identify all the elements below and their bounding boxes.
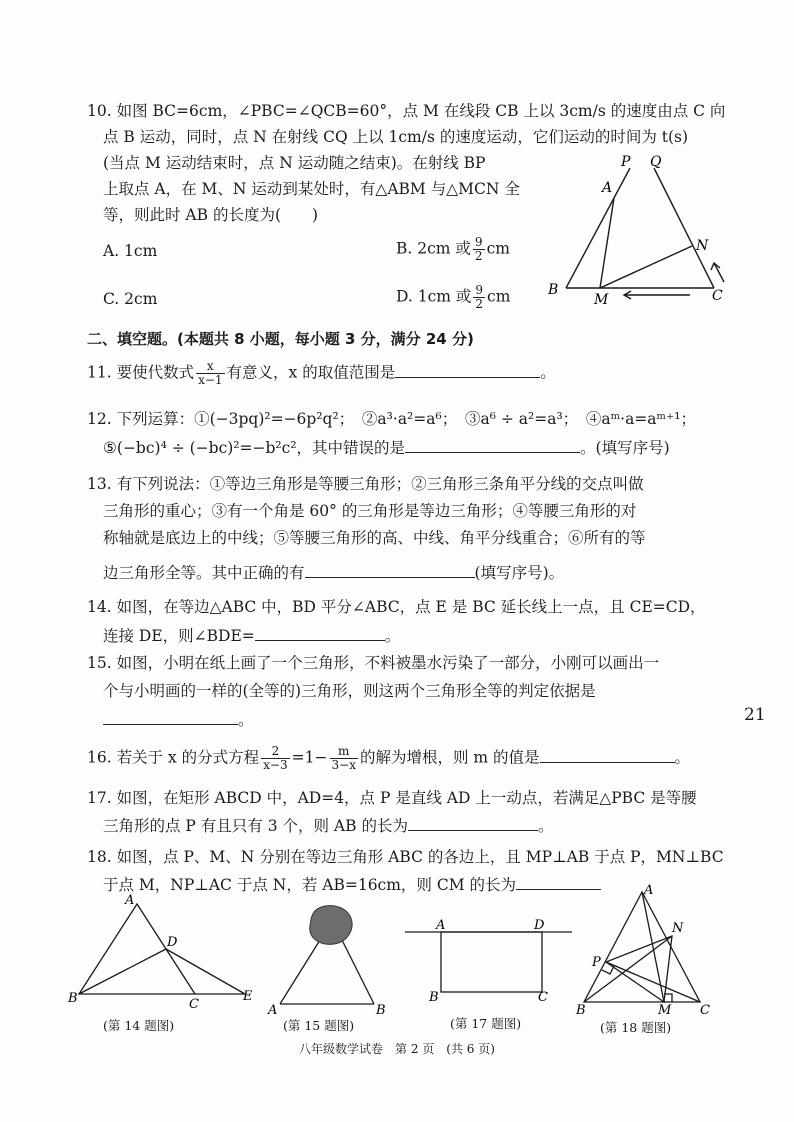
q13-line-3: 称轴就是底边上的中线；⑤等腰三角形的高、中线、角平分线重合；⑥所有的等 [103,529,646,547]
fig17-label-a: A [436,918,446,933]
fig15-label-b: B [376,1003,386,1018]
fig14-label-a: A [125,893,135,908]
q17-line-2: 三角形的点 P 有且只有 3 个，则 AB 的长为 。 [103,814,553,837]
q10-line-5: 等，则此时 AB 的长度为( ) [103,206,319,224]
label-a: A [602,180,613,196]
q10-line-2: 点 B 运动，同时，点 N 在射线 CQ 上以 1cm/s 的速度运动，它们运动的时间为 t(s) [103,128,689,146]
q13-answer-blank[interactable] [305,561,475,578]
figure-18-caption: (第 18 题图) [600,1020,672,1035]
ink-blot-icon [310,906,352,945]
q11-fraction: $\frac{x}{x-1}$ [198,359,223,387]
q14-answer-blank[interactable] [255,624,385,641]
figure-15-caption: (第 15 题图) [283,1018,355,1033]
fig17-label-c: C [538,990,548,1005]
label-p: P [621,154,631,170]
q15-line-3: 。 [103,708,254,731]
fig17-label-b: B [429,990,439,1005]
q10-option-b: B. 2cm 或 $\frac{9}{2}$ cm [396,235,510,263]
q10-line-1: 10. 如图 BC=6cm，∠PBC=∠QCB=60°，点 M 在线段 CB 上以 3cm/s 的速度由点 C 向 [87,102,726,120]
fig14-label-b: B [68,991,78,1006]
fig18-label-c: C [700,1003,710,1018]
q17-line-1: 17. 如图，在矩形 ABCD 中，AD=4，点 P 是直线 AD 上一动点，若满足△PBC 是等腰 [87,789,697,807]
fig17-label-d: D [534,918,545,933]
fig18-label-m: M [658,1003,672,1018]
fig18-label-p: P [592,955,601,970]
figure-17 [400,915,580,1010]
q15-answer-blank[interactable] [103,708,238,725]
q13-line-4: 边三角形全等。其中正确的有 (填写序号)。 [103,561,564,584]
motion-arrow-n [714,263,724,282]
label-n: N [696,238,709,254]
q10-option-d-label: D. 1cm 或 [396,287,472,306]
label-b: B [548,282,559,298]
q16-fraction-1: $\frac{2}{x-3}$ [263,744,288,772]
fraction-nine-halves-d: $\frac{9}{2}$ [475,283,484,311]
section-two-heading: 二、填空题。(本题共 8 小题，每小题 3 分，满分 24 分) [87,330,474,348]
q11-answer-blank[interactable] [395,361,540,378]
q12-line-2: ⑤(−bc)⁴ ÷ (−bc)²=−b²c²，其中错误的是 。(填写序号) [103,436,670,459]
fig18-label-b: B [576,1003,586,1018]
q10-figure [540,150,740,310]
q11: 11. 要使代数式 $\frac{x}{x-1}$ 有意义，x 的取值范围是 。 [87,359,556,387]
label-c: C [712,288,723,304]
fraction-nine-halves-b: $\frac{9}{2}$ [474,235,483,263]
q12-line-1: 12. 下列运算：①(−3pq)²=−6p²q²； ②a³·a²=a⁶； ③a⁶ ÷ a²=a³； ④aᵐ·a=aᵐ⁺¹； [87,410,696,428]
fig18-label-a: A [644,883,654,898]
fig14-label-c: C [189,997,199,1012]
rectangle-abcd [441,932,542,992]
q17-answer-blank[interactable] [408,814,538,831]
segment-pc [606,962,700,1002]
fig18-label-n: N [672,921,684,936]
q16: 16. 若关于 x 的分式方程 $\frac{2}{x-3}$ =1− $\frac{m}{3-x}$ 的解为增根，则 m 的值是 。 [87,744,691,772]
q10-option-c: C. 2cm [103,290,158,308]
q15-line-1: 15. 如图，小明在纸上画了一个三角形，不料被墨水污染了一部分，小刚可以画出一 [87,654,660,672]
q14-line-2: 连接 DE，则∠BDE= 。 [103,624,400,647]
figure-18 [572,880,717,1020]
q10-option-a: A. 1cm [103,242,158,260]
ray-bp [566,168,630,288]
figure-15 [262,898,392,1018]
q16-fraction-2: $\frac{m}{3-x}$ [331,744,356,772]
q10-line-4: 上取点 A，在 M、N 运动到某处时，有△ABM 与△MCN 全 [103,180,520,198]
q13-line-1: 13. 有下列说法：①等边三角形是等腰三角形；②三角形三条角平分线的交点叫做 [87,475,644,493]
q14-line-1: 14. 如图，在等边△ABC 中，BD 平分∠ABC，点 E 是 BC 延长线上一点，且 CE=CD， [87,598,706,616]
triangle-abc [79,904,195,994]
segment-de [166,949,245,994]
fig14-label-d: D [167,935,178,950]
figure-14 [65,890,265,1015]
side-page-number: 21 [744,705,766,725]
page-footer: 八年级数学试卷 第 2 页 (共 6 页) [299,1042,495,1056]
fig14-label-e: E [243,989,253,1004]
right-angle-mark-p [602,966,614,974]
q16-answer-blank[interactable] [540,746,675,763]
q12-answer-blank[interactable] [405,436,580,453]
triangle-abc [584,892,700,1002]
q10-option-b-label: B. 2cm 或 [396,239,471,258]
q18-line-1: 18. 如图，点 P、M、N 分别在等边三角形 ABC 的各边上，且 MP⊥AB 于点 P，MN⊥BC [87,848,724,866]
q15-line-2: 个与小明画的一样的(全等的)三角形，则这两个三角形全等的判定依据是 [103,682,596,700]
segment-mn [600,246,692,288]
q10-option-d: D. 1cm 或 $\frac{9}{2}$ cm [396,283,511,311]
q18-line-2: 于点 M，NP⊥AC 于点 N，若 AB=16cm，则 CM 的长为 [103,873,601,896]
ray-cq [654,168,714,288]
fig15-label-a: A [268,1003,278,1018]
segment-bd [79,949,166,994]
q13-line-2: 三角形的重心；③有一个角是 60° 的三角形是等边三角形；④等腰三角形的对 [103,502,637,520]
q10-line-3: (当点 M 运动结束时，点 N 运动随之结束)。在射线 BP [103,154,486,172]
figure-14-caption: (第 14 题图) [103,1018,175,1033]
figure-17-caption: (第 17 题图) [450,1016,522,1031]
label-m: M [594,292,609,308]
label-q: Q [650,154,662,170]
